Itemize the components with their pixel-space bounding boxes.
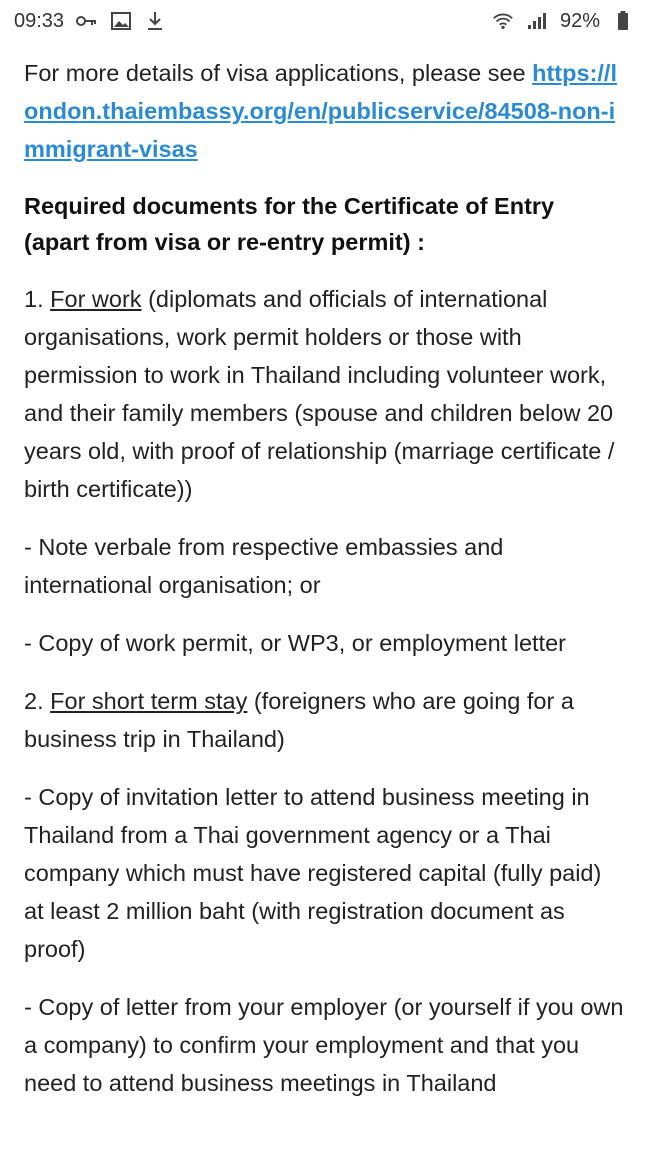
item2-bullet-employer-letter: - Copy of letter from your employer (or yourself if you own a company) to confirm your employment and that you need to attend business meetings in Thailand bbox=[24, 994, 624, 1096]
item1-number: 1. bbox=[24, 286, 51, 312]
item2-description: (foreigners who are going for a business trip in Thailand) bbox=[24, 688, 574, 752]
item2-number: 2. bbox=[24, 688, 51, 714]
download-icon bbox=[144, 10, 166, 32]
battery-icon bbox=[612, 10, 634, 32]
item1-title: For work bbox=[50, 286, 142, 312]
intro-text: For more details of visa applications, please see bbox=[24, 60, 533, 86]
item1-description: (diplomats and officials of international organisations, work permit holders or those with permission to work in Thailand including volunteer work, and their family members (spouse and children below 20 years old, with proof of relationship (marriage certificate / birth certificate)) bbox=[24, 286, 615, 502]
item2-title: For short term stay bbox=[50, 688, 248, 714]
item-short-term-stay bbox=[24, 682, 624, 758]
image-icon bbox=[110, 10, 132, 32]
battery-percent: 92% bbox=[559, 9, 600, 32]
status-time: 09:33 bbox=[14, 9, 65, 32]
item2-bullet-invitation-letter: - Copy of invitation letter to attend business meeting in Thailand from a Thai government agency or a Thai company which must have registered capital (fully paid) at least 2 million baht (with registration document as proof) bbox=[24, 784, 602, 962]
status-bar-left bbox=[14, 10, 166, 33]
item1-bullet-work-permit: - Copy of work permit, or WP3, or employment letter bbox=[24, 630, 566, 656]
status-bar-right bbox=[492, 10, 634, 33]
item-for-work bbox=[24, 280, 624, 508]
status-bar bbox=[0, 0, 648, 42]
intro-paragraph bbox=[24, 54, 624, 168]
key-icon bbox=[76, 10, 98, 32]
signal-icon bbox=[526, 10, 548, 32]
item1-bullet-note-verbale: - Note verbale from respective embassies and international organisation; or bbox=[24, 534, 504, 598]
wifi-icon bbox=[492, 10, 514, 32]
article-content bbox=[24, 54, 624, 1122]
required-documents-heading: Required documents for the Certificate of Entry (apart from visa or re-entry permit) : bbox=[24, 193, 555, 255]
non-immigrant-visas-link[interactable]: https://london.thaiembassy.org/en/publicservice/84508-non-immigrant-visas bbox=[24, 60, 617, 162]
